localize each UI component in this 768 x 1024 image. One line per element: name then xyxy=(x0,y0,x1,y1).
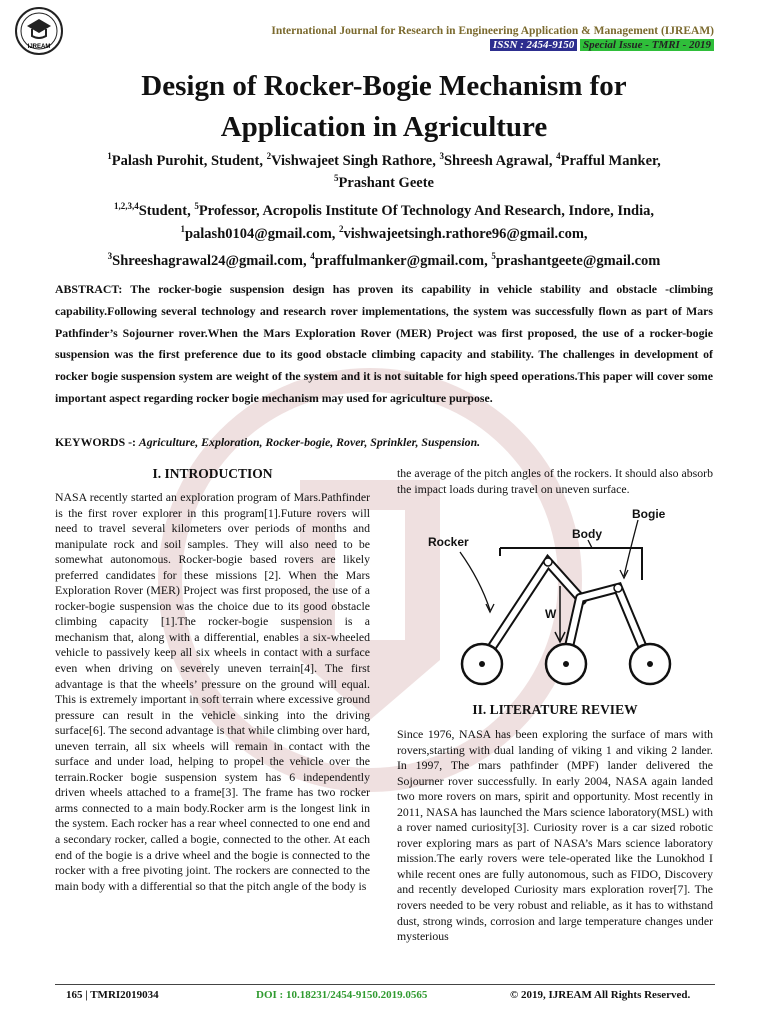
keywords xyxy=(55,435,713,450)
footer-doi: DOI : 10.18231/2454-9150.2019.0565 xyxy=(256,989,428,1001)
author-line-2: $^5$Prashant Geete xyxy=(334,173,434,191)
section-heading-literature-review: II. LITERATURE REVIEW xyxy=(472,702,638,717)
logo-text: IJREAM xyxy=(27,44,51,50)
keywords-label: KEYWORDS -: xyxy=(55,435,139,449)
email-line-1: $^1$palash0104@gmail.com, $^2$vishwajeetsingh.rathore96@gmail.com, xyxy=(180,224,588,242)
label-body: Body xyxy=(572,527,602,541)
ijream-logo xyxy=(14,6,64,56)
label-weight: W xyxy=(545,607,557,621)
rocker-bogie-diagram xyxy=(420,500,716,690)
introduction-text: NASA recently started an exploration program of Mars.Pathfinder is the first rover explorer in this program[1].Future rovers will need to travel several kilometers over periods of months and manipulate rock and soil samples. They will also need to be somewhat autonomous. Rocker-bogie based rovers are likely preferred candidates for these missions [2]. When the Mars Exploration Rover (MER) Project was first proposed, the use of a rocker-bogie suspension was the choice due to its good obstacle climbing capacity [1].The rocker-bogie suspension is a mechanism that, along with a differential, enables a six-wheeled vehicle to passively keep all six wheels in contact with a surface even when driving on severely uneven terrain[4]. The first advantage is that the wheels’ pressure on the ground will equal. This is extremely important in soft terrain where excessive ground pressure can result in the vehicle sinking into the driving surface[6]. The second advantage is that while climbing over hard, uneven terrain, all six wheels will remain in contact with the surface and under load, helping to propel the vehicle over the terrain.Rocker bogie suspension system has 6 independently driven wheels attached to a frame[3]. The frame has two rocker arms connected to a main body.Rocker arm is the longest link in the system. Each rocker has a rear wheel connected to one end and a secondary rocker, called a bogie, connected to the other. At each end of the bogie is a drive wheel and the bogie is connected to the rocker with a free pivoting joint. The rockers are connected to the main body with a differential so that the pitch angle of the body is xyxy=(55,490,370,893)
section-heading-introduction: I. INTRODUCTION xyxy=(152,466,273,481)
special-issue-badge: Special Issue - TMRI - 2019 xyxy=(580,39,714,51)
literature-review-text: Since 1976, NASA has been exploring the surface of mars with rovers,starting with dual landing of viking 1 and viking 2 lander. In 1997, The mars pathfinder (MPF) lander delivered the Sojourner rover successfully. In early 2004, NASA again landed two more rovers on mars, spirit and opportunity. Most recently in 2011, NASA has launched the Mars science laboratory(MSL) with a rover named curiosity[3]. Curiosity rover is a car sized robotic rover exploring mars as part of NASA’s Mars science laboratory mission.The early rovers were tele-operated like the Lunokhod I while recent ones are fully autonomous, such as FIDO, Discovery and recently developed Curiosity mars exploration rover[7]. The rovers needed to be very robust and reliable, as it has to withstand dust, strong winds, corrosion and large temperature changes under mysterious xyxy=(397,727,713,944)
footer-divider xyxy=(55,984,715,985)
footer-page-number: 165 | TMRI2019034 xyxy=(66,989,159,1001)
email-line-2: $^3$Shreeshagrawal24@gmail.com, $^4$praffulmanker@gmail.com, $^5$prashantgeete@gmail.com xyxy=(107,251,661,269)
title-line-1: Design of Rocker-Bogie Mechanism for xyxy=(141,70,627,102)
issn-line xyxy=(250,39,714,51)
paper-title xyxy=(40,66,728,148)
label-rocker: Rocker xyxy=(428,535,469,549)
affiliation-line: $^{1,2,3,4}$Student, $^5$Professor, Acropolis Institute Of Technology And Research, Indore, India, xyxy=(113,201,655,219)
abstract: ABSTRACT: The rocker-bogie suspension design has proven its capability in vehicle stability and obstacle -climbing capability.Following several technology and research rover implementations, the system was successfully flown as part of Mars Pathfinder’s Sojourner rover.When the Mars Exploration Rover (MER) Project was first proposed, the use of a rocker-bogie suspension was the first preference due to its good obstacle climbing capacity and stability. The challenges in development of rocker bogie suspension system are weight of the system and it is not suitable for high speed operations.This paper will cover some important aspect regarding rocker bogie mechanism may used for agriculture purpose. xyxy=(55,282,713,405)
author-list xyxy=(40,150,728,194)
introduction-continued-text: the average of the pitch angles of the rockers. It should also absorb the impact loads during travel on uneven surface. xyxy=(397,466,713,496)
keywords-list: Agriculture, Exploration, Rocker-bogie, Rover, Sprinkler, Suspension. xyxy=(138,435,481,449)
author-line-1: $^1$Palash Purohit, Student, $^2$Vishwajeet Singh Rathore, $^3$Shreesh Agrawal, $^4$Prafful Manker, xyxy=(107,151,661,169)
title-line-2: Application in Agriculture xyxy=(220,111,548,143)
affiliation-block xyxy=(40,200,728,273)
issn-badge: ISSN : 2454-9150 xyxy=(490,39,577,51)
footer-copyright: © 2019, IJREAM All Rights Reserved. xyxy=(510,989,691,1001)
label-bogie: Bogie xyxy=(632,507,666,521)
journal-name: International Journal for Research in Engineering Application & Management (IJREAM) xyxy=(271,25,714,37)
